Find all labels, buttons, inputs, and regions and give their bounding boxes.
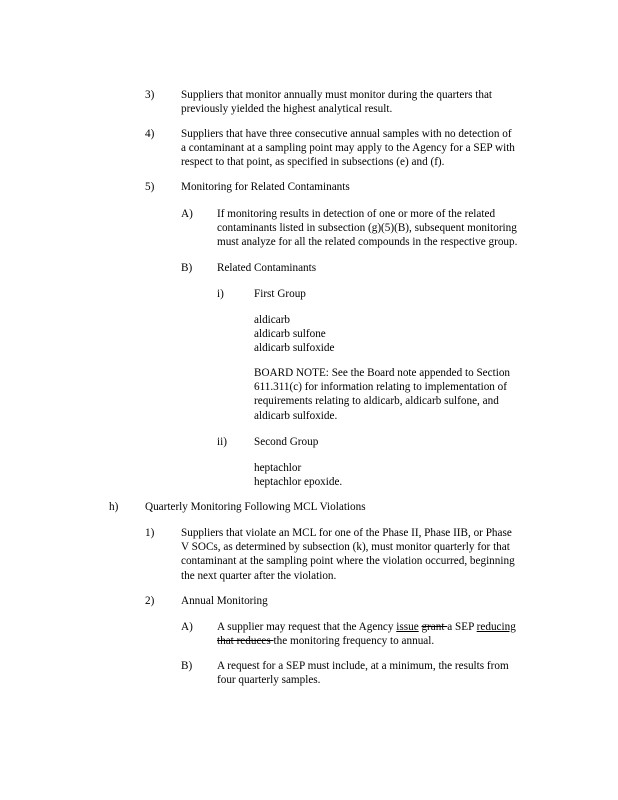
text-line: four quarterly samples. bbox=[217, 674, 321, 687]
paragraph-h2B bbox=[217, 659, 509, 687]
section-heading: Quarterly Monitoring Following MCL Violations bbox=[145, 501, 366, 513]
text-line: a contaminant at a sampling point may apply to the Agency for a SEP with bbox=[181, 142, 515, 155]
section-heading: Second Group bbox=[254, 436, 319, 448]
section-heading: Annual Monitoring bbox=[181, 595, 268, 607]
board-note bbox=[254, 366, 510, 423]
chemical-item: aldicarb bbox=[254, 314, 291, 326]
chemical-item: heptachlor bbox=[254, 462, 302, 474]
section-heading: First Group bbox=[254, 288, 306, 300]
inserted-text: issue bbox=[396, 621, 419, 633]
text-run: a SEP bbox=[447, 621, 477, 633]
text-line bbox=[217, 620, 516, 634]
section-heading: Monitoring for Related Contaminants bbox=[181, 181, 350, 193]
text-line: contaminants listed in subsection (g)(5)(B), subsequent monitoring bbox=[217, 222, 517, 235]
text-line: V SOCs, as determined by subsection (k), must monitor quarterly for that bbox=[181, 541, 510, 554]
item-label: B) bbox=[181, 262, 193, 274]
text-line: A request for a SEP must include, at a minimum, the results from bbox=[217, 660, 509, 672]
text-line: the next quarter after the violation. bbox=[181, 569, 337, 582]
item-label: B) bbox=[181, 660, 193, 672]
text-line: requirements relating to aldicarb, aldicarb sulfone, and bbox=[254, 395, 499, 408]
deleted-text: that reduces bbox=[217, 635, 274, 648]
chemical-item: aldicarb sulfone bbox=[254, 328, 326, 341]
item-label: 2) bbox=[145, 595, 155, 607]
item-label: 5) bbox=[145, 181, 155, 193]
text-line: aldicarb sulfoxide. bbox=[254, 409, 338, 422]
text-line: Suppliers that have three consecutive annual samples with no detection of bbox=[181, 128, 512, 140]
paragraph-3 bbox=[181, 88, 492, 116]
section-heading: Related Contaminants bbox=[217, 262, 317, 274]
text-line: contaminant at the sampling point where the violation occurred, beginning bbox=[181, 555, 515, 568]
item-label: A) bbox=[181, 621, 193, 633]
chemical-item: aldicarb sulfoxide bbox=[254, 342, 335, 355]
paragraph-h2A bbox=[217, 620, 516, 648]
text-run: the monitoring frequency to annual. bbox=[273, 635, 435, 648]
text-line: BOARD NOTE: See the Board note appended to Section bbox=[254, 367, 511, 379]
text-line: Suppliers that violate an MCL for one of the Phase II, Phase IIB, or Phase bbox=[181, 527, 512, 539]
chemical-list bbox=[254, 313, 334, 356]
deleted-text: grant bbox=[421, 621, 448, 633]
text-line: respect to that point, as specified in subsections (e) and (f). bbox=[181, 156, 445, 169]
text-line: Suppliers that monitor annually must monitor during the quarters that bbox=[181, 89, 493, 101]
paragraph-5A bbox=[217, 207, 517, 250]
item-label: i) bbox=[217, 288, 224, 300]
item-label: h) bbox=[109, 501, 119, 513]
chemical-list bbox=[254, 461, 342, 489]
paragraph-h1 bbox=[181, 526, 515, 583]
chemical-item: heptachlor epoxide. bbox=[254, 476, 343, 489]
item-label: A) bbox=[181, 208, 193, 220]
item-label: 1) bbox=[145, 527, 155, 539]
item-label: 3) bbox=[145, 89, 155, 101]
text-line bbox=[217, 634, 516, 648]
paragraph-4 bbox=[181, 127, 515, 170]
inserted-text: reducing bbox=[476, 621, 516, 633]
text-line: 611.311(c) for information relating to implementation of bbox=[254, 381, 507, 394]
text-line: If monitoring results in detection of one or more of the related bbox=[217, 208, 496, 220]
item-label: ii) bbox=[217, 436, 227, 448]
item-label: 4) bbox=[145, 128, 155, 140]
text-line: previously yielded the highest analytical result. bbox=[181, 103, 393, 116]
text-run: A supplier may request that the Agency bbox=[217, 621, 397, 633]
text-line: must analyze for all the related compounds in the respective group. bbox=[217, 236, 518, 249]
